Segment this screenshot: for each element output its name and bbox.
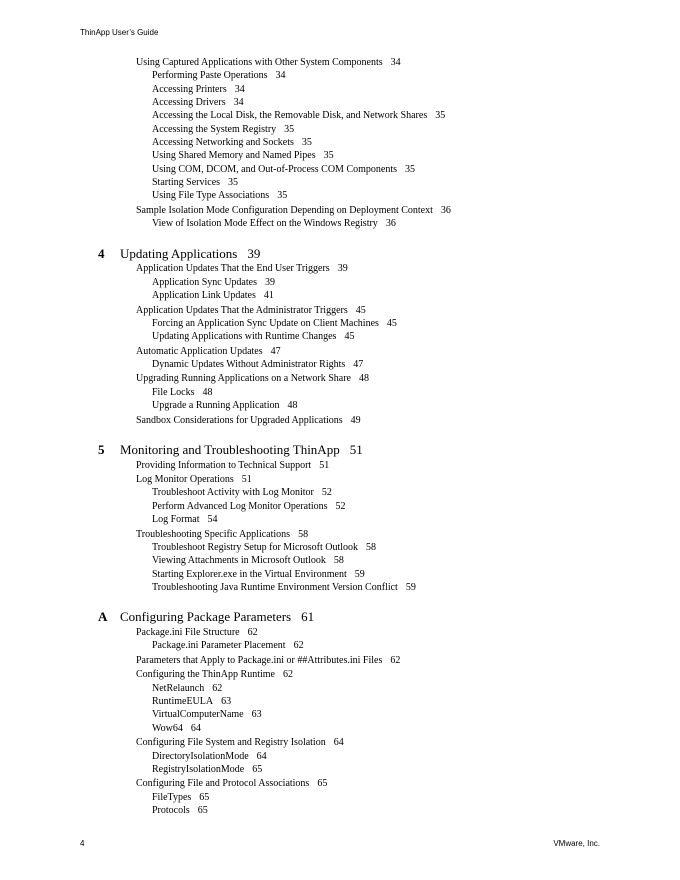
toc-entry[interactable] — [152, 110, 445, 122]
toc-entry-title: Forcing an Application Sync Update on Client Machines — [152, 318, 379, 329]
toc-entry[interactable] — [152, 764, 262, 776]
toc-entry-page: 34 — [275, 70, 286, 81]
toc-entry-page: 65 — [252, 764, 263, 775]
toc-entry[interactable] — [136, 57, 401, 69]
toc-entry[interactable] — [152, 487, 332, 499]
toc-entry-page: 34 — [390, 57, 401, 68]
toc-entry-title: Perform Advanced Log Monitor Operations — [152, 501, 328, 512]
toc-entry-title: Protocols — [152, 805, 190, 816]
chapter-heading[interactable] — [98, 442, 363, 457]
toc-entry-page: 52 — [321, 487, 332, 498]
toc-entry[interactable] — [136, 373, 369, 385]
toc-entry[interactable] — [152, 696, 231, 708]
toc-entry-page: 39 — [337, 263, 348, 274]
toc-entry[interactable] — [152, 150, 334, 162]
toc-entry[interactable] — [136, 460, 329, 472]
toc-entry-page: 41 — [263, 290, 274, 301]
toc-entry-page: 62 — [247, 627, 258, 638]
toc-entry[interactable] — [152, 683, 222, 695]
toc-entry[interactable] — [152, 70, 286, 82]
toc-entry[interactable] — [152, 805, 208, 817]
chapter-number: 4 — [98, 246, 105, 261]
toc-entry-page: 35 — [284, 124, 295, 135]
toc-entry[interactable] — [152, 709, 262, 721]
toc-entry[interactable] — [152, 640, 304, 652]
toc-entry[interactable] — [136, 655, 400, 667]
toc-entry[interactable] — [152, 555, 344, 567]
toc-entry[interactable] — [136, 415, 361, 427]
toc-entry[interactable] — [152, 400, 297, 412]
toc-entry-title: Application Updates That the End User Triggers — [136, 263, 330, 274]
toc-entry-page: 45 — [386, 318, 397, 329]
toc-entry-page: 45 — [344, 331, 355, 342]
toc-entry[interactable] — [152, 542, 376, 554]
toc-entry[interactable] — [136, 627, 258, 639]
toc-entry[interactable] — [152, 331, 354, 343]
toc-entry-page: 64 — [333, 737, 344, 748]
footer-company: VMware, Inc. — [553, 839, 600, 848]
toc-entry-page: 62 — [212, 683, 223, 694]
toc-entry-title: RuntimeEULA — [152, 696, 214, 707]
toc-entry-title: Accessing Printers — [152, 84, 227, 95]
chapter-number: A — [98, 609, 108, 624]
toc-entry-title: Package.ini File Structure — [136, 627, 240, 638]
toc-entry-page: 36 — [385, 218, 396, 229]
toc-entry-title: Using Captured Applications with Other System Components — [136, 57, 383, 68]
toc-entry-title: Upgrade a Running Application — [152, 400, 280, 411]
toc-entry-title: Performing Paste Operations — [152, 70, 268, 81]
toc-entry-title: RegistryIsolationMode — [152, 764, 245, 775]
toc-entry[interactable] — [136, 205, 451, 217]
toc-entry-page: 58 — [366, 542, 377, 553]
toc-entry-title: View of Isolation Mode Effect on the Windows Registry — [152, 218, 378, 229]
toc-entry[interactable] — [152, 792, 209, 804]
chapter-title: Monitoring and Troubleshooting ThinApp — [120, 442, 340, 457]
toc-entry-title: Accessing Drivers — [152, 97, 226, 108]
toc-entry-title: Troubleshoot Registry Setup for Microsoft Outlook — [152, 542, 359, 553]
toc-entry-title: Starting Explorer.exe in the Virtual Environment — [152, 569, 347, 580]
toc-entry-title: Application Link Updates — [152, 290, 256, 301]
toc-entry-title: Using COM, DCOM, and Out-of-Process COM Components — [152, 164, 397, 175]
toc-entry-title: Package.ini Parameter Placement — [152, 640, 286, 651]
toc-entry-page: 36 — [440, 205, 451, 216]
toc-entry-page: 59 — [405, 582, 416, 593]
toc-entry[interactable] — [152, 177, 238, 189]
toc-entry-page: 48 — [358, 373, 369, 384]
toc-entry-title: Troubleshooting Specific Applications — [136, 529, 291, 540]
toc-entry-title: Application Sync Updates — [152, 277, 257, 288]
toc-entry-title: Starting Services — [152, 177, 221, 188]
toc-entry-title: FileTypes — [152, 792, 192, 803]
toc-entry-page: 47 — [353, 359, 364, 370]
footer-page-number: 4 — [80, 839, 85, 848]
toc-entry[interactable] — [136, 474, 252, 486]
toc-entry-title: VirtualComputerName — [152, 709, 244, 720]
toc-entry[interactable] — [136, 346, 281, 358]
toc-entry[interactable] — [136, 778, 327, 790]
toc-entry-title: Configuring File System and Registry Isolation — [136, 737, 326, 748]
toc-entry[interactable] — [152, 124, 294, 136]
toc-entry-title: Log Format — [152, 514, 200, 525]
toc-entry[interactable] — [152, 218, 396, 230]
chapter-page: 51 — [349, 442, 363, 457]
toc-entry-title: Sandbox Considerations for Upgraded Applications — [136, 415, 343, 426]
toc-entry-page: 58 — [298, 529, 309, 540]
toc-entry-page: 63 — [221, 696, 232, 707]
toc-entry[interactable] — [152, 582, 416, 594]
toc-entry[interactable] — [152, 514, 218, 526]
toc-entry-page: 49 — [350, 415, 361, 426]
toc-entry[interactable] — [152, 751, 267, 763]
toc-entry-page: 54 — [207, 514, 218, 525]
toc-entry[interactable] — [152, 318, 397, 330]
chapter-heading[interactable] — [98, 246, 260, 261]
toc-entry-title: Using File Type Associations — [152, 190, 270, 201]
toc-entry-page: 65 — [197, 805, 208, 816]
toc-entry[interactable] — [152, 359, 363, 371]
toc-entry-page: 48 — [202, 387, 213, 398]
toc-entry-page: 65 — [317, 778, 328, 789]
toc-entry-page: 35 — [435, 110, 446, 121]
toc-entry-title: Automatic Application Updates — [136, 346, 263, 357]
toc-entry-page: 64 — [190, 723, 201, 734]
chapter-page: 39 — [247, 246, 261, 261]
toc-entry-page: 35 — [228, 177, 239, 188]
chapter-title: Updating Applications — [120, 246, 238, 261]
toc-entry-title: Configuring File and Protocol Associations — [136, 778, 310, 789]
toc-entry-title: Dynamic Updates Without Administrator Rights — [152, 359, 346, 370]
toc-entry[interactable] — [152, 137, 312, 149]
toc-entry[interactable] — [136, 529, 308, 541]
toc-entry-page: 34 — [233, 97, 244, 108]
toc-entry[interactable] — [136, 263, 348, 275]
toc-entry[interactable] — [136, 305, 366, 317]
chapter-number: 5 — [98, 442, 105, 457]
toc-entry-title: Configuring the ThinApp Runtime — [136, 669, 275, 680]
toc-entry-page: 52 — [335, 501, 346, 512]
toc-entry[interactable] — [152, 277, 275, 289]
toc-entry[interactable] — [136, 669, 293, 681]
toc-entry-title: Providing Information to Technical Support — [136, 460, 312, 471]
toc-entry-title: Application Updates That the Administrator Triggers — [136, 305, 348, 316]
toc-entry-title: Sample Isolation Mode Configuration Depending on Deployment Context — [136, 205, 433, 216]
toc-entry-title: Updating Applications with Runtime Changes — [152, 331, 337, 342]
toc-entry-page: 35 — [277, 190, 288, 201]
toc-entry-page: 35 — [405, 164, 415, 175]
toc-entry-page: 63 — [251, 709, 262, 720]
toc-entry-title: Troubleshooting Java Runtime Environment Version Conflict — [152, 582, 398, 593]
chapter-heading[interactable] — [98, 609, 314, 624]
toc-entry[interactable] — [152, 190, 287, 202]
toc-entry-title: NetRelaunch — [152, 683, 205, 694]
toc-entry-title: Wow64 — [152, 723, 183, 734]
chapter-page: 61 — [301, 609, 315, 624]
toc-entry-page: 47 — [270, 346, 281, 357]
toc-entry-page: 64 — [256, 751, 267, 762]
toc-entry[interactable] — [152, 387, 213, 399]
toc-entry-page: 59 — [354, 569, 365, 580]
toc-entry-page: 62 — [390, 655, 401, 666]
toc-entry[interactable] — [152, 97, 244, 109]
toc-entry-title: Parameters that Apply to Package.ini or ##Attributes.ini Files — [136, 655, 383, 666]
toc-entry[interactable] — [152, 723, 201, 735]
toc-entry-page: 39 — [264, 277, 275, 288]
toc-entry-title: Upgrading Running Applications on a Network Share — [136, 373, 351, 384]
toc-entry[interactable] — [152, 569, 365, 581]
toc-entry-page: 48 — [287, 400, 298, 411]
chapter-title: Configuring Package Parameters — [120, 609, 292, 624]
toc-entry-page: 35 — [301, 137, 312, 148]
toc-entry-title: Accessing Networking and Sockets — [152, 137, 294, 148]
toc-entry-title: Accessing the System Registry — [152, 124, 277, 135]
toc-entry-page: 34 — [234, 84, 245, 95]
toc-entry-page: 35 — [323, 150, 334, 161]
toc-entry-page: 65 — [199, 792, 210, 803]
toc-entry-title: Log Monitor Operations — [136, 474, 234, 485]
toc-entry-page: 62 — [282, 669, 293, 680]
toc-entry[interactable] — [152, 290, 274, 302]
toc-entry-title: Troubleshoot Activity with Log Monitor — [152, 487, 314, 498]
toc-entry-page: 62 — [293, 640, 304, 651]
toc-entry-page: 51 — [241, 474, 252, 485]
toc-entry-title: Viewing Attachments in Microsoft Outlook — [152, 555, 326, 566]
toc-entry[interactable] — [136, 737, 344, 749]
toc-entry-page: 45 — [355, 305, 366, 316]
toc-entry[interactable] — [152, 164, 415, 176]
toc-entry[interactable] — [152, 501, 346, 513]
toc-entry-title: Using Shared Memory and Named Pipes — [152, 150, 316, 161]
running-header: ThinApp User’s Guide — [80, 28, 159, 37]
toc-entry-title: DirectoryIsolationMode — [152, 751, 249, 762]
toc-entry-page: 58 — [333, 555, 344, 566]
toc-entry[interactable] — [152, 84, 245, 96]
toc-entry-title: File Locks — [152, 387, 195, 398]
toc-entry-title: Accessing the Local Disk, the Removable Disk, and Network Shares — [152, 110, 428, 121]
toc-entry-page: 51 — [319, 460, 330, 471]
